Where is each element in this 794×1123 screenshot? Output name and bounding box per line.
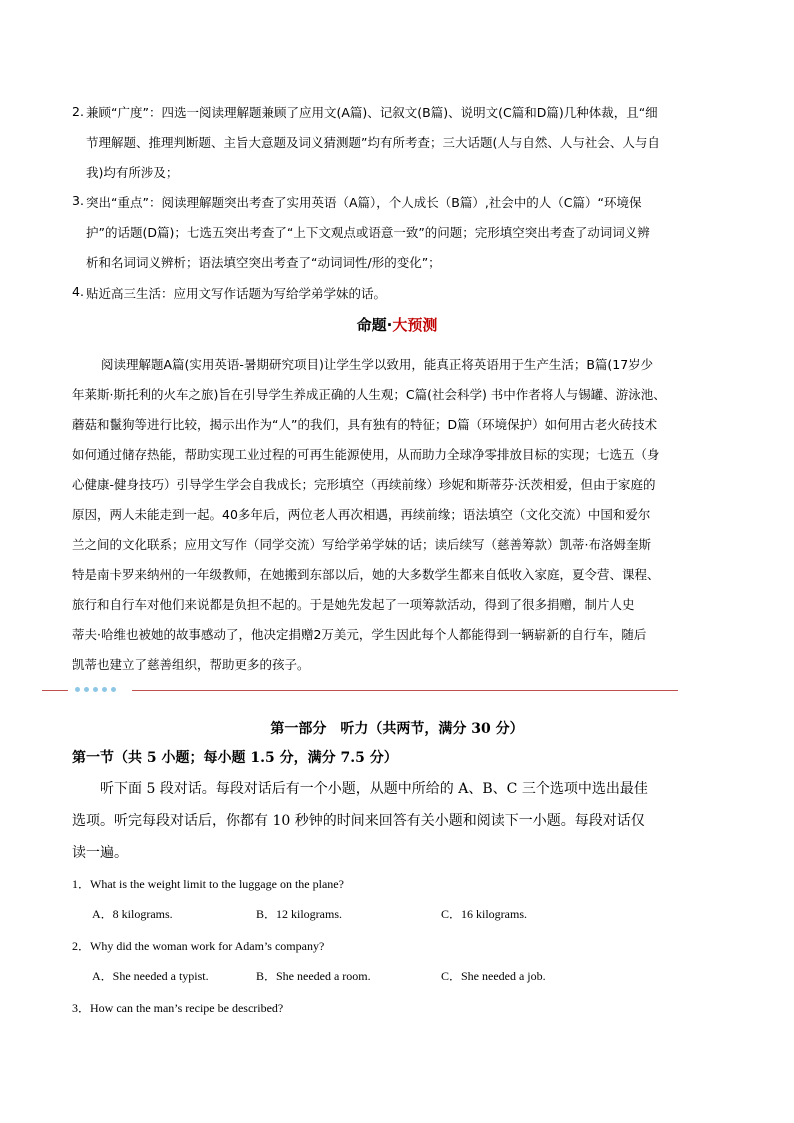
analysis-point-4-line-1: 贴近高三生活：应用文写作话题为写给学弟学妹的话。 [86,286,387,301]
point-number: 3. [72,193,84,208]
dot [84,687,89,692]
analysis-point-2-line-1: 兼顾“广度”：四选一阅读理解题兼顾了应用文(A篇)、记叙文(B篇)、说明文(C篇和D篇)几种体裁，且“细 [86,105,658,120]
part-title: 第一部分 听力（共两节，满分 30 分） [270,721,524,737]
heading-accent: 大预测 [392,316,438,334]
prediction-line-10: 蒂夫·哈维也被她的故事感动了，他决定捐赠2万美元，学生因此每个人都能得到一辆崭新的自行车，随后 [72,627,647,642]
analysis-point-3-line-2: 护”的话题(D篇)；七选五突出考查了“上下文观点或语意一致”的问题；完形填空突出考查了动词词义辨 [86,225,650,240]
heading-prefix: 命题· [356,316,393,334]
prediction-line-3: 蘑菇和鬣狗等进行比较，揭示出作为“人”的我们，具有独有的特征；D篇（环境保护）如何用古老火砖技术 [72,417,658,432]
question-1-option-a: A．8 kilograms. [92,907,173,921]
question-2-option-b: B．She needed a room. [256,969,371,983]
dot [93,687,98,692]
dot [111,687,116,692]
analysis-point-2-line-2: 节理解题、推理判断题、主旨大意题及词义猜测题”均有所考查；三大话题(人与自然、人与社会、人与自 [86,135,660,150]
prediction-line-7: 兰之间的文化联系；应用文写作（同学交流）写给学弟学妹的话；读后续写（慈善筹款）凯蒂·布洛姆奎斯 [72,537,651,552]
instructions-line-1: 听下面 5 段对话。每段对话后有一个小题，从题中所给的 A、B、C 三个选项中选出最佳 [100,781,648,797]
analysis-point-3-line-1: 突出“重点”：阅读理解题突出考查了实用英语（A篇），个人成长（B篇）,社会中的人（C篇）“环境保 [86,195,642,210]
analysis-point-2-line-3: 我)均有所涉及； [86,165,179,180]
divider-left [42,690,68,691]
question-1-option-b: B．12 kilograms. [256,907,342,921]
question-1-option-c: C．16 kilograms. [441,907,527,921]
prediction-heading [0,314,794,335]
prediction-line-11: 凯蒂也建立了慈善组织，帮助更多的孩子。 [72,657,310,672]
prediction-line-4: 如何通过储存热能，帮助实现工业过程的可再生能源使用，从而助力全球净零排放目标的实现；七选五（身 [72,447,660,462]
point-number: 2. [72,104,84,119]
prediction-line-8: 特是南卡罗来纳州的一年级教师，在她搬到东部以后，她的大多数学生都来自低收入家庭，夏令营、课程、 [72,567,660,582]
prediction-line-2: 年莱斯·斯托利的火车之旅)旨在引导学生养成正确的人生观；C篇(社会科学) 书中作者将人与锡罐、游泳池、 [72,387,666,402]
analysis-point-3-line-3: 析和名词词义辨析；语法填空突出考查了“动词词性/形的变化”； [86,255,441,270]
instructions-line-3: 读一遍。 [72,845,128,861]
instructions-line-2: 选项。听完每段对话后，你都有 10 秒钟的时间来回答有关小题和阅读下一小题。每段对话仅 [72,813,645,829]
prediction-line-6: 原因，两人未能走到一起。40多年后，两位老人再次相遇，再续前缘；语法填空（文化交流）中国和爱尔 [72,507,651,522]
question-3: 3．How can the man’s recipe be described? [72,1001,284,1015]
question-2-option-a: A．She needed a typist. [92,969,209,983]
dot [75,687,80,692]
question-2: 2．Why did the woman work for Adam’s company? [72,939,325,953]
prediction-line-9: 旅行和自行车对他们来说都是负担不起的。于是她先发起了一项筹款活动，得到了很多捐赠，制片人史 [72,597,635,612]
question-1: 1．What is the weight limit to the luggage on the plane? [72,877,344,891]
section-title: 第一节（共 5 小题；每小题 1.5 分，满分 7.5 分） [72,750,398,766]
dot [102,687,107,692]
prediction-line-5: 心健康-健身技巧）引导学生学会自我成长；完形填空（再续前缘）珍妮和斯蒂芬·沃茨相爱，但由于家庭的 [72,477,656,492]
divider-dots [75,687,116,692]
point-number: 4. [72,284,84,299]
divider-right [132,690,678,691]
prediction-line-1: 阅读理解题A篇(实用英语-暑期研究项目)让学生学以致用，能真正将英语用于生产生活；B篇(17岁少 [101,357,654,372]
question-2-option-c: C．She needed a job. [441,969,546,983]
